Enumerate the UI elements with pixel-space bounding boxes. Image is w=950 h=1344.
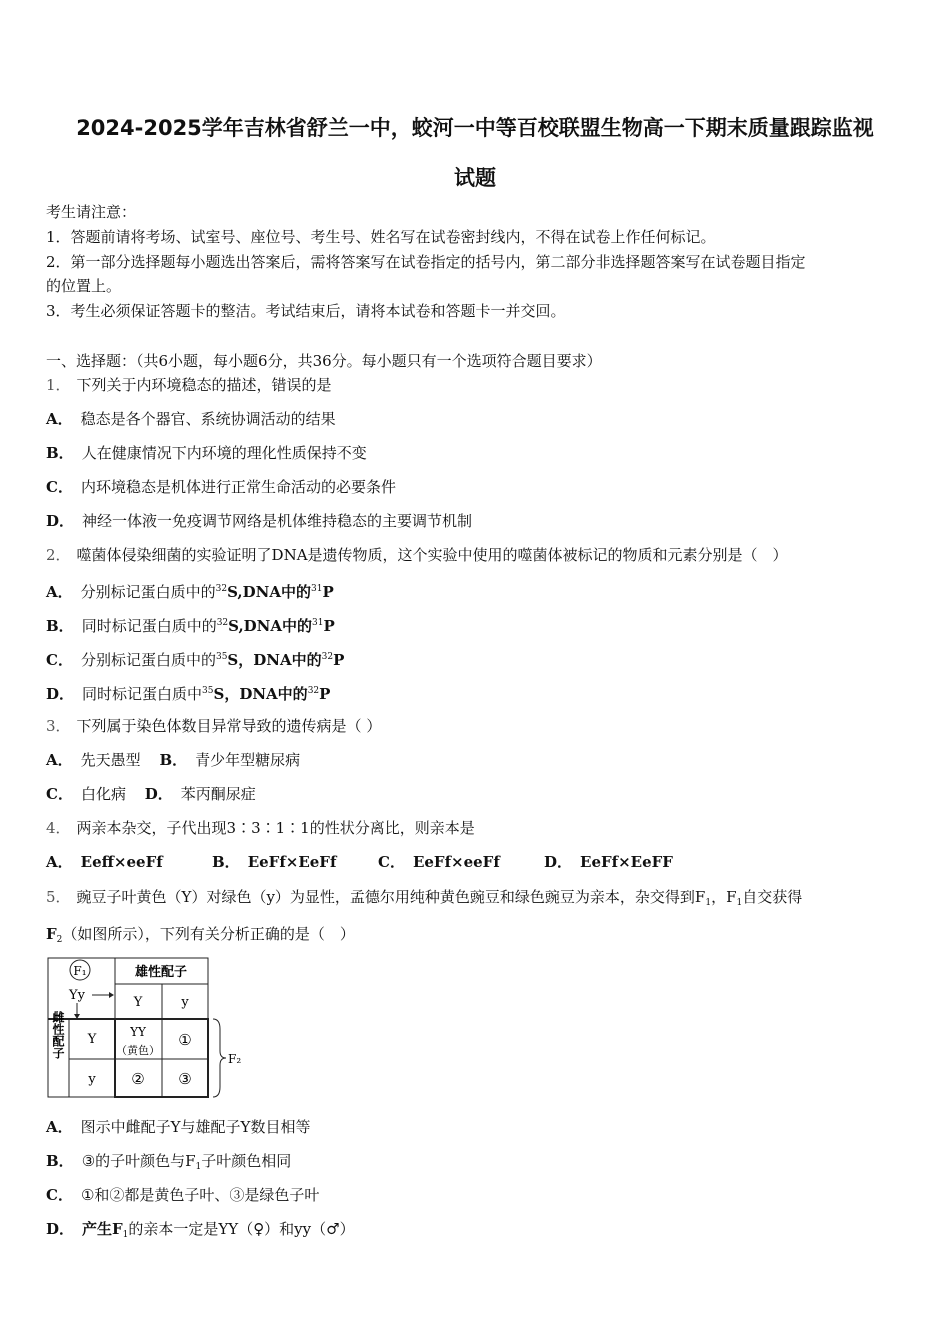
q2-option-d[interactable]: [46, 681, 330, 704]
subscript: 1: [705, 898, 712, 908]
question-2: [46, 545, 788, 565]
option-letter: B．: [46, 444, 74, 462]
question-stem: 噬菌体侵染细菌的实验证明了DNA是遗传物质，这个实验中使用的噬菌体被标记的物质和元素分别是（ ）: [76, 546, 788, 564]
option-text: P: [319, 685, 331, 703]
option-letter: D．: [46, 1220, 75, 1238]
subscript: 2: [56, 935, 63, 945]
arrow-right-head-icon: [109, 992, 114, 998]
option-text: 同时标记蛋白质中的: [81, 617, 217, 635]
option-letter: B．: [159, 751, 188, 769]
option-text: 的亲本一定是YY（♀）和yy（♂）: [128, 1220, 355, 1238]
q4-option-b[interactable]: [212, 852, 378, 872]
q5-option-d[interactable]: [46, 1219, 355, 1245]
question-1: [46, 375, 332, 395]
option-letter: B．: [46, 1152, 74, 1170]
option-letter: C．: [378, 853, 405, 871]
notice-heading: 考生请注意：: [46, 203, 137, 221]
question-stem: 下列关于内环境稳态的描述，错误的是: [76, 376, 332, 394]
isotope-mass: 35: [202, 686, 214, 696]
q4-option-a[interactable]: [46, 852, 212, 872]
isotope-mass: 32: [321, 652, 334, 662]
isotope-mass: 31: [311, 584, 323, 594]
isotope-mass: 32: [307, 686, 320, 696]
q3-option-d[interactable]: [145, 785, 256, 803]
option-letter: D．: [544, 853, 573, 871]
q4-options: [46, 852, 673, 872]
option-text: 产生F: [82, 1220, 123, 1238]
option-text: Eeff×eeFf: [80, 853, 163, 871]
q1-option-c[interactable]: [46, 477, 396, 497]
question-number: 3．: [46, 717, 71, 735]
punnett-square-diagram: [47, 957, 247, 1099]
question-stem: ，F: [711, 888, 737, 906]
f2-label: F₂: [228, 1052, 242, 1066]
option-text: 同时标记蛋白质中: [82, 685, 203, 703]
punnett-svg: [47, 957, 247, 1099]
question-5: [46, 887, 802, 913]
q3-option-a[interactable]: [46, 751, 141, 769]
option-letter: D．: [46, 685, 75, 703]
parent-genotype: Yy: [69, 988, 85, 1003]
subscript: 1: [122, 1230, 129, 1240]
female-gamete-y: y: [88, 1072, 96, 1087]
notice-item-2: 2．第一部分选择题每小题选出答案后，需将答案写在试卷指定的括号内，第二部分非选择题答案写在试卷题目指定: [46, 253, 806, 271]
option-text: S，DNA中的: [227, 651, 322, 669]
subscript: 1: [736, 898, 743, 908]
male-gamete-Y: Y: [133, 995, 143, 1010]
male-gamete-y: y: [181, 995, 189, 1010]
option-text: EeFf×EeFf: [247, 853, 337, 871]
option-letter: A．: [46, 1118, 73, 1136]
option-text: 内环境稳态是机体进行正常生命活动的必要条件: [80, 478, 396, 496]
cell-2: ②: [131, 1070, 145, 1088]
option-text: 人在健康情况下内环境的理化性质保持不变: [81, 444, 367, 462]
option-letter: B．: [46, 617, 74, 635]
option-text: 神经一体液一免疫调节网络是机体维持稳态的主要调节机制: [82, 512, 473, 530]
option-text: 分别标记蛋白质中的: [80, 651, 216, 669]
option-letter: C．: [46, 478, 73, 496]
option-letter: B．: [212, 853, 240, 871]
question-stem: 下列属于染色体数目异常导致的遗传病是（ ）: [76, 717, 382, 735]
option-text: 青少年型糖尿病: [195, 751, 301, 769]
option-text: 子叶颜色相同: [201, 1152, 292, 1170]
option-letter: C．: [46, 785, 73, 803]
option-text: ③的子叶颜色与F: [81, 1152, 196, 1170]
q5-option-a[interactable]: [46, 1117, 310, 1137]
q1-option-b[interactable]: [46, 443, 367, 463]
section-heading: 一、选择题：（共6小题，每小题6分，共36分。每小题只有一个选项符合题目要求）: [46, 352, 602, 370]
cell-YY-note: （黄色）: [116, 1044, 160, 1057]
option-text: EeFf×EeFF: [580, 853, 673, 871]
question-3: [46, 716, 381, 736]
option-letter: A．: [46, 410, 73, 428]
q4-option-d[interactable]: [544, 853, 673, 871]
question-stem: 自交获得: [742, 888, 803, 906]
isotope-mass: 31: [312, 618, 324, 628]
notice-item-1: 1．答题前请将考场、试室号、座位号、考生号、姓名写在试卷密封线内，不得在试卷上作任何标记。: [46, 228, 716, 246]
option-letter: A．: [46, 853, 73, 871]
question-stem: 豌豆子叶黄色（Y）对绿色（y）为显性，孟德尔用纯种黄色豌豆和绿色豌豆为亲本，杂交得到F: [76, 888, 706, 906]
isotope-mass: 35: [215, 652, 228, 662]
exam-title-line2: 试题: [454, 166, 496, 190]
subscript: 1: [195, 1162, 202, 1172]
option-text: P: [333, 651, 345, 669]
male-gamete-header: 雄性配子: [134, 965, 188, 980]
question-number: 5．: [46, 888, 71, 906]
option-letter: C．: [46, 1186, 73, 1204]
q3-options-ab: [46, 750, 300, 770]
question-number: 2．: [46, 546, 71, 564]
q2-option-a[interactable]: [46, 579, 334, 602]
question-number: 4．: [46, 819, 71, 837]
brace-icon: [213, 1019, 226, 1097]
q2-option-b[interactable]: [46, 613, 335, 636]
option-text: 稳态是各个器官、系统协调活动的结果: [80, 410, 336, 428]
question-number: 1．: [46, 376, 71, 394]
isotope-mass: 32: [215, 584, 228, 594]
f1-label: F₁: [73, 964, 87, 978]
q3-option-b[interactable]: [159, 751, 300, 769]
option-text: P: [322, 583, 334, 601]
female-gamete-label: 雌性配子: [51, 1011, 65, 1059]
option-text: 苯丙酮尿症: [180, 785, 256, 803]
option-letter: A．: [46, 751, 73, 769]
option-text: 图示中雌配子Y与雄配子Y数目相等: [80, 1118, 311, 1136]
option-text: P: [323, 617, 335, 635]
option-letter: D．: [144, 785, 173, 803]
option-letter: D．: [46, 512, 75, 530]
question-stem: 两亲本杂交，子代出现3∶3∶1∶1的性状分离比，则亲本是: [76, 819, 475, 837]
option-text: 白化病: [80, 785, 126, 803]
q1-option-d[interactable]: [46, 511, 472, 531]
option-text: S,DNA中的: [228, 617, 313, 635]
female-gamete-Y: Y: [87, 1032, 97, 1047]
question-stem: （如图所示），下列有关分析正确的是（ ）: [62, 925, 355, 943]
q3-options-cd: [46, 784, 256, 804]
option-text: 分别标记蛋白质中的: [80, 583, 216, 601]
option-letter: A．: [46, 583, 73, 601]
cell-3: ③: [178, 1070, 192, 1088]
notice-item-2-cont: 的位置上。: [46, 277, 122, 295]
q5-option-c[interactable]: [46, 1185, 319, 1205]
isotope-mass: 32: [216, 618, 229, 628]
option-text: S,DNA中的: [227, 583, 311, 601]
q4-option-c[interactable]: [378, 852, 544, 872]
option-letter: C．: [46, 651, 73, 669]
question-5-cont: [46, 924, 355, 950]
exam-title-line1: 2024-2025学年吉林省舒兰一中，蛟河一中等百校联盟生物高一下期末质量跟踪监视: [76, 116, 874, 140]
cell-1: ①: [178, 1031, 192, 1049]
option-text: ①和②都是黄色子叶、③是绿色子叶: [80, 1186, 320, 1204]
option-text: S，DNA中的: [213, 685, 308, 703]
option-text: 先天愚型: [80, 751, 141, 769]
q5-option-b[interactable]: [46, 1151, 291, 1177]
q1-option-a[interactable]: [46, 409, 336, 429]
option-text: EeFf×eeFf: [412, 853, 500, 871]
question-stem: F: [46, 925, 57, 943]
notice-item-3: 3．考生必须保证答题卡的整洁。考试结束后，请将本试卷和答题卡一并交回。: [46, 302, 566, 320]
q2-option-c[interactable]: [46, 647, 344, 670]
q3-option-c[interactable]: [46, 785, 126, 803]
cell-YY: YY: [130, 1025, 146, 1039]
question-4: [46, 818, 475, 838]
